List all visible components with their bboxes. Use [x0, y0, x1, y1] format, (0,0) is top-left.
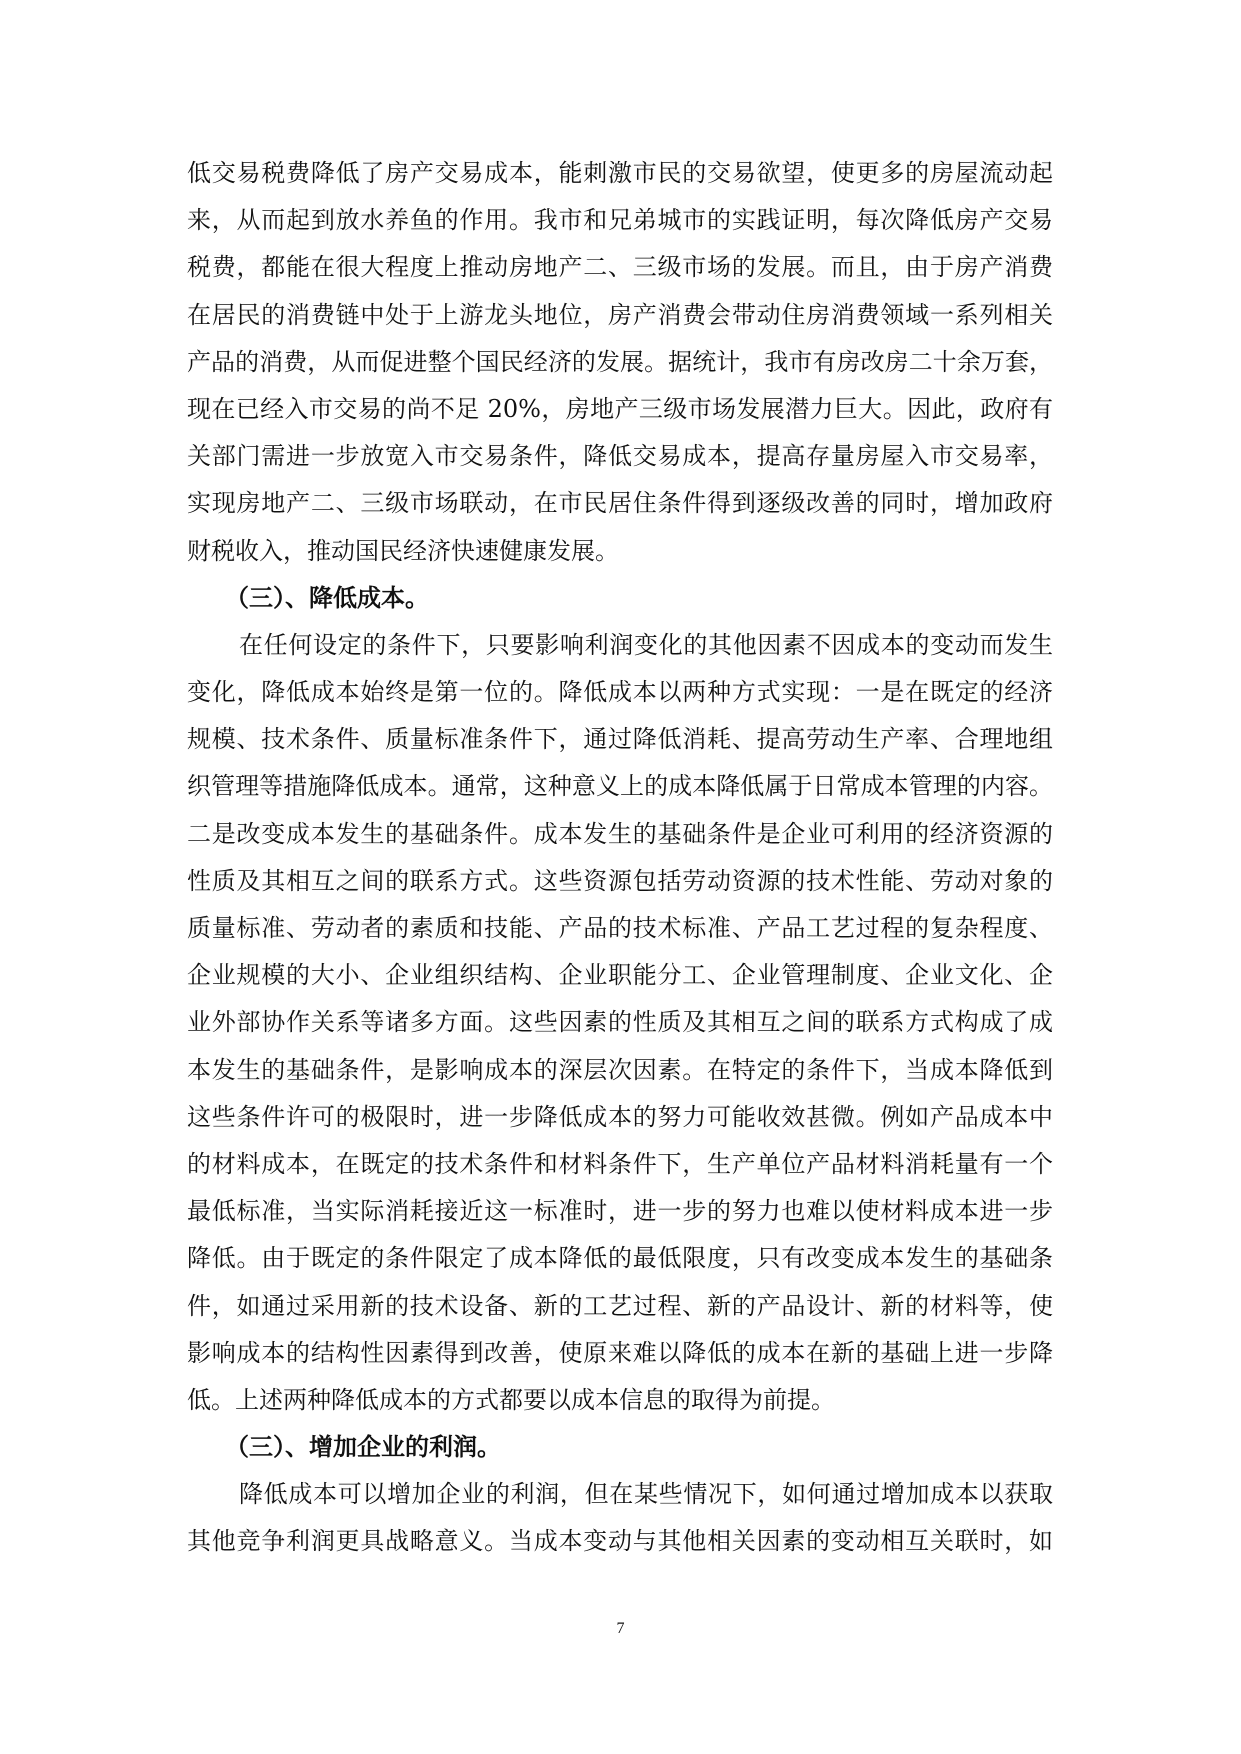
text-line: 本发生的基础条件，是影响成本的深层次因素。在特定的条件下，当成本降低到 — [187, 1055, 1053, 1084]
text-line: 现在已经入市交易的尚不足 20%，房地产三级市场发展潜力巨大。因此，政府有 — [187, 394, 1053, 423]
text-line: 来，从而起到放水养鱼的作用。我市和兄弟城市的实践证明，每次降低房产交易 — [187, 206, 1053, 235]
text-line: 在任何设定的条件下，只要影响利润变化的其他因素不因成本的变动而发生 — [239, 630, 1053, 659]
page-number: 7 — [616, 1620, 625, 1637]
text-line: 企业规模的大小、企业组织结构、企业职能分工、企业管理制度、企业文化、企 — [187, 961, 1053, 990]
text-line: 降低。由于既定的条件限定了成本降低的最低限度，只有改变成本发生的基础条 — [187, 1244, 1053, 1273]
text-line: 降低成本可以增加企业的利润，但在某些情况下，如何通过增加成本以获取 — [239, 1480, 1053, 1509]
text-line: 二是改变成本发生的基础条件。成本发生的基础条件是企业可利用的经济资源的 — [187, 819, 1053, 848]
text-line: 财税收入，推动国民经济快速健康发展。 — [187, 536, 619, 565]
text-line: 织管理等措施降低成本。通常，这种意义上的成本降低属于日常成本管理的内容。 — [187, 772, 1053, 801]
text-line: 在居民的消费链中处于上游龙头地位，房产消费会带动住房消费领域一系列相关 — [187, 300, 1053, 329]
text-line: 低。上述两种降低成本的方式都要以成本信息的取得为前提。 — [187, 1385, 835, 1414]
section-heading-reduce-cost: （三）、降低成本。 — [225, 583, 429, 612]
section-heading-increase-profit: （三）、增加企业的利润。 — [225, 1433, 501, 1462]
text-line: 最低标准，当实际消耗接近这一标准时，进一步的努力也难以使材料成本进一步 — [187, 1197, 1053, 1226]
paragraph-1 — [187, 150, 1053, 575]
paragraph-3 — [187, 1471, 1053, 1565]
text-line: 实现房地产二、三级市场联动，在市民居住条件得到逐级改善的同时，增加政府 — [187, 489, 1053, 518]
text-line: 件，如通过采用新的技术设备、新的工艺过程、新的产品设计、新的材料等，使 — [187, 1291, 1053, 1320]
paragraph-2 — [187, 622, 1053, 1424]
text-line: 影响成本的结构性因素得到改善，使原来难以降低的成本在新的基础上进一步降 — [187, 1338, 1053, 1367]
text-line: 质量标准、劳动者的素质和技能、产品的技术标准、产品工艺过程的复杂程度、 — [187, 914, 1053, 942]
text-line: 税费，都能在很大程度上推动房地产二、三级市场的发展。而且，由于房产消费 — [187, 253, 1053, 282]
text-line: 这些条件许可的极限时，进一步降低成本的努力可能收效甚微。例如产品成本中 — [187, 1102, 1053, 1131]
text-line: 低交易税费降低了房产交易成本，能刺激市民的交易欲望，使更多的房屋流动起 — [187, 159, 1053, 187]
document-page — [187, 150, 1053, 1566]
text-line: 业外部协作关系等诸多方面。这些因素的性质及其相互之间的联系方式构成了成 — [187, 1008, 1053, 1037]
text-line: 产品的消费，从而促进整个国民经济的发展。据统计，我市有房改房二十余万套， — [187, 347, 1053, 376]
text-line: 性质及其相互之间的联系方式。这些资源包括劳动资源的技术性能、劳动对象的 — [187, 866, 1053, 895]
text-line: 的材料成本，在既定的技术条件和材料条件下，生产单位产品材料消耗量有一个 — [187, 1149, 1053, 1178]
text-line: 关部门需进一步放宽入市交易条件，降低交易成本，提高存量房屋入市交易率， — [187, 442, 1053, 471]
text-line: 变化，降低成本始终是第一位的。降低成本以两种方式实现：一是在既定的经济 — [187, 678, 1053, 707]
text-line: 其他竞争利润更具战略意义。当成本变动与其他相关因素的变动相互关联时，如 — [187, 1527, 1053, 1556]
text-line: 规模、技术条件、质量标准条件下，通过降低消耗、提高劳动生产率、合理地组 — [187, 725, 1053, 754]
